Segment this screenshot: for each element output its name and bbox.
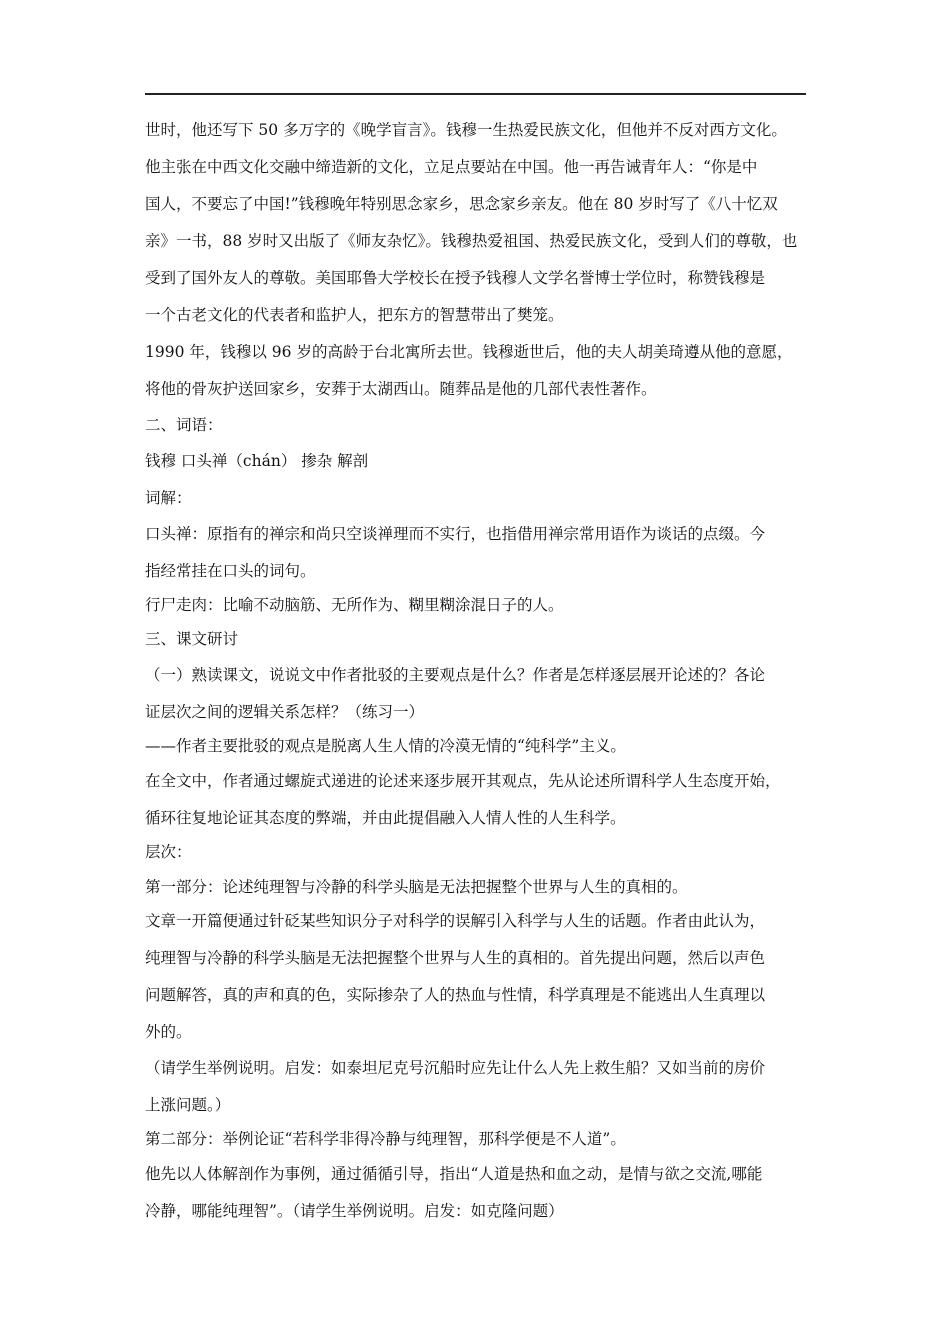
text-line: 行尸走肉：比喻不动脑筋、无所作为、糊里糊涂混日子的人。 bbox=[145, 596, 564, 614]
text-line: 在全文中，作者通过螺旋式递进的论述来逐步展开其观点，先从论述所谓科学人生态度开始， bbox=[145, 772, 781, 790]
text-line: 层次： bbox=[145, 843, 192, 861]
text-line: 将他的骨灰护送回家乡，安葬于太湖西山。随葬品是他的几部代表性著作。 bbox=[145, 380, 657, 398]
text-line: 受到了国外友人的尊敬。美国耶鲁大学校长在授予钱穆人文学名誉博士学位时，称赞钱穆是 bbox=[145, 269, 766, 287]
text-line: 上涨问题。） bbox=[145, 1096, 231, 1114]
text-line: 证层次之间的逻辑关系怎样？（练习一） bbox=[145, 703, 425, 721]
text-line: 国人，不要忘了中国!”钱穆晚年特别思念家乡，思念家乡亲友。他在 80 岁时写了《八十忆双 bbox=[145, 195, 778, 213]
text-line: 钱穆 口头禅（chán） 掺杂 解剖 bbox=[145, 452, 369, 470]
text-line: 亲》一书，88 岁时又出版了《师友杂忆》。钱穆热爱祖国、热爱民族文化，受到人们的尊敬，也 bbox=[145, 232, 798, 250]
text-line: 文章一开篇便通过针砭某些知识分子对科学的误解引入科学与人生的话题。作者由此认为， bbox=[145, 912, 766, 930]
text-line: 一个古老文化的代表者和监护人，把东方的智慧带出了樊笼。 bbox=[145, 306, 564, 324]
text-line: 1990 年，钱穆以 96 岁的高龄于台北寓所去世。钱穆逝世后，他的夫人胡美琦遵从他的意愿， bbox=[145, 343, 793, 361]
text-line: 二、词语： bbox=[145, 416, 223, 434]
text-line: 冷静，哪能纯理智”。（请学生举例说明。启发：如克隆问题） bbox=[145, 1202, 564, 1220]
header-rule bbox=[145, 93, 806, 95]
text-line: 问题解答，真的声和真的色，实际掺杂了人的热血与性情，科学真理是不能逃出人生真理以 bbox=[145, 986, 766, 1004]
text-line: 词解： bbox=[145, 489, 192, 507]
text-line: 外的。 bbox=[145, 1023, 192, 1041]
text-line: 指经常挂在口头的词句。 bbox=[145, 562, 316, 580]
text-line: 他主张在中西文化交融中缔造新的文化，立足点要站在中国。他一再告诫青年人：“你是中 bbox=[145, 158, 758, 176]
text-line: 他先以人体解剖作为事例，通过循循引导，指出“人道是热和血之动，是情与欲之交流,哪能 bbox=[145, 1165, 763, 1183]
text-line: 口头禅：原指有的禅宗和尚只空谈禅理而不实行，也指借用禅宗常用语作为谈话的点缀。今 bbox=[145, 525, 766, 543]
text-line: （请学生举例说明。启发：如泰坦尼克号沉船时应先让什么人先上救生船？又如当前的房价 bbox=[145, 1059, 766, 1077]
text-line: ——作者主要批驳的观点是脱离人生人情的冷漠无情的“纯科学”主义。 bbox=[145, 737, 626, 755]
text-line: 纯理智与冷静的科学头脑是无法把握整个世界与人生的真相的。首先提出问题，然后以声色 bbox=[145, 949, 766, 967]
text-line: 循环往复地论证其态度的弊端，并由此提倡融入人情人性的人生科学。 bbox=[145, 809, 626, 827]
text-line: 三、课文研讨 bbox=[145, 630, 239, 648]
text-line: 第一部分：论述纯理智与冷静的科学头脑是无法把握整个世界与人生的真相的。 bbox=[145, 878, 688, 896]
text-line: 世时，他还写下 50 多万字的《晚学盲言》。钱穆一生热爱民族文化，但他并不反对西方文化。 bbox=[145, 121, 787, 139]
text-line: 第二部分：举例论证“若科学非得冷静与纯理智，那科学便是不人道”。 bbox=[145, 1130, 626, 1148]
text-line: （一）熟读课文，说说文中作者批驳的主要观点是什么？作者是怎样逐层展开论述的？各论 bbox=[145, 666, 766, 684]
